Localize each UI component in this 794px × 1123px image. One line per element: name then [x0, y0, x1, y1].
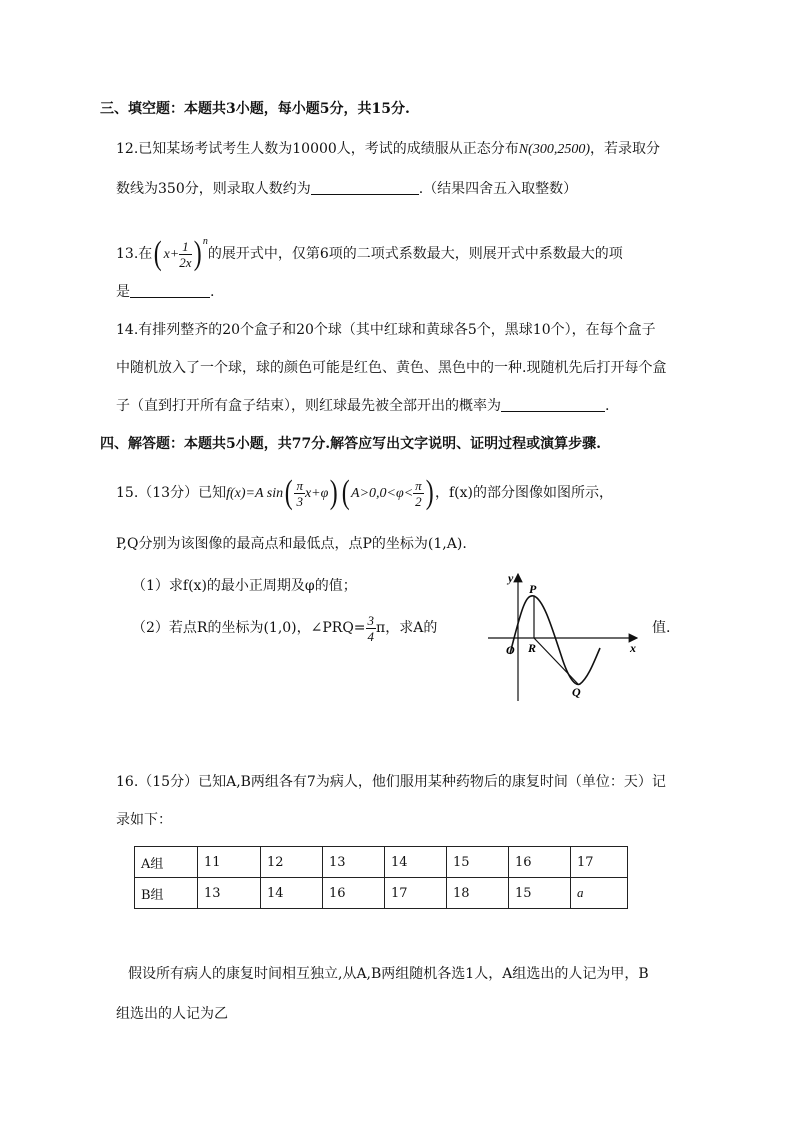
q15-fraction-2: [413, 478, 424, 509]
table-cell: a: [571, 878, 628, 909]
q15-paren2-open: (: [341, 474, 350, 511]
q15-part2-end: 值.: [652, 620, 671, 636]
q15-condition: A>0,0<φ<: [351, 486, 414, 501]
q15-part2-mid: π，求A的: [376, 620, 438, 636]
table-cell: 16: [509, 847, 571, 878]
q15-line1: [116, 473, 613, 513]
table-cell: 13: [323, 847, 385, 878]
q15-part2-pre: （2）若点R的坐标为(1,0)，∠PRQ=: [132, 620, 366, 636]
q16-para2: 组选出的人记为乙: [116, 1006, 228, 1022]
q15-fraction-1: [294, 478, 305, 509]
q13-pre: 13.在: [116, 246, 153, 262]
q14-line3-post: .: [605, 398, 610, 414]
q13-post: 的展开式中，仅第6项的二项式系数最大，则展开式中系数最大的项: [207, 246, 623, 262]
q13-left-paren: (: [153, 235, 162, 272]
q13-fraction: [179, 239, 191, 270]
q16-line1: 16.（15分）已知A,B两组各有7为病人，他们服用某种药物后的康复时间（单位：天）记: [116, 774, 666, 790]
q13-exponent: n: [202, 236, 208, 247]
table-cell: 12: [261, 847, 323, 878]
q13-line1: [116, 222, 623, 272]
q12-answer-blank[interactable]: [311, 180, 419, 195]
q15-fraction-3: [366, 613, 377, 644]
q13-answer-blank[interactable]: [130, 283, 210, 298]
q13-expr: x+: [163, 247, 180, 262]
q15-paren1-open: (: [284, 474, 293, 511]
q15-frac1-num: π: [296, 477, 303, 493]
q15-paren1-close: ): [330, 474, 338, 511]
q14-answer-blank[interactable]: [501, 397, 605, 412]
q15-frac2-num: π: [415, 477, 422, 493]
table-cell: A组: [135, 847, 198, 878]
table-cell: 11: [198, 847, 261, 878]
q12-line2: [116, 179, 577, 199]
table-cell: 15: [509, 878, 571, 909]
q13-line2: [116, 282, 214, 302]
table-cell: 14: [261, 878, 323, 909]
graph-label-o: O: [506, 643, 515, 657]
table-row: [135, 847, 628, 878]
graph-label-p: P: [529, 582, 537, 596]
q12-text-a: 12.已知某场考试考生人数为10000人，考试的成绩服从正态分布: [116, 141, 519, 157]
table-cell: 14: [385, 847, 447, 878]
sine-curve: [510, 596, 600, 685]
table-cell: 18: [447, 878, 509, 909]
q15-function-graph: [480, 566, 650, 706]
graph-label-r: R: [528, 641, 537, 655]
q14-line1: 14.有排列整齐的20个盒子和20个球（其中红球和黄球各5个，黑球10个），在每个盒子: [116, 322, 656, 338]
table-row: [135, 878, 628, 909]
q15-frac3-num: 3: [367, 612, 375, 628]
q12-line1: [116, 139, 660, 160]
q15-pre: 15.（13分）已知: [116, 485, 227, 501]
q15-paren2-close: ): [425, 474, 434, 511]
q16-para1: 假设所有病人的康复时间相互独立,从A,B两组随机各选1人，A组选出的人记为甲，B: [128, 966, 649, 982]
table-cell: 17: [571, 847, 628, 878]
graph-label-q: Q: [572, 685, 581, 699]
table-cell: 17: [385, 878, 447, 909]
q12-distribution: N(300,2500): [518, 142, 590, 157]
q12-text-b: ，若录取分: [589, 141, 660, 157]
table-cell: 15: [447, 847, 509, 878]
recovery-time-table: [134, 846, 628, 909]
q15-part2: [132, 608, 437, 648]
q14-line3-pre: 子（直到打开所有盒子结束），则红球最先被全部开出的概率为: [116, 398, 501, 414]
q13-line2-pre: 是: [116, 284, 130, 300]
q15-line2: P,Q分别为该图像的最高点和最低点，点P的坐标为(1,A).: [116, 536, 467, 552]
q15-frac2-den: 2: [415, 493, 422, 509]
q15-fx: f(x)=A sin: [226, 486, 284, 501]
q13-frac-den: 2x: [179, 254, 192, 270]
table-cell: B组: [135, 878, 198, 909]
section-4-heading: 四、解答题：本题共5小题，共77分.解答应写出文字说明、证明过程或演算步骤.: [100, 436, 601, 452]
q15-frac1-den: 3: [296, 493, 303, 509]
q13-line2-post: .: [210, 284, 215, 300]
q13-frac-num: 1: [179, 239, 191, 255]
r-to-q-line: [534, 638, 578, 684]
q16-line2: 录如下：: [116, 812, 172, 828]
q15-mid: x+φ: [304, 486, 329, 501]
q14-line2: 中随机放入了一个球，球的颜色可能是红色、黄色、黑色中的一种.现随机先后打开每个盒: [116, 360, 667, 376]
q14-line3: [116, 396, 609, 416]
q12-text-c: 数线为350分，则录取人数约为: [116, 181, 311, 197]
q15-frac3-den: 4: [367, 628, 375, 644]
graph-label-y: y: [508, 571, 514, 585]
q15-post: ，f(x)的部分图像如图所示，: [435, 485, 614, 501]
q15-part1: （1）求f(x)的最小正周期及φ的值；: [132, 578, 357, 594]
table-cell: 16: [323, 878, 385, 909]
q13-right-paren: ): [193, 235, 202, 272]
q12-text-d: .（结果四舍五入取整数）: [418, 181, 578, 197]
table-cell: 13: [198, 878, 261, 909]
graph-label-x: x: [630, 641, 636, 655]
section-3-heading: 三、填空题：本题共3小题，每小题5分，共15分.: [100, 101, 410, 117]
